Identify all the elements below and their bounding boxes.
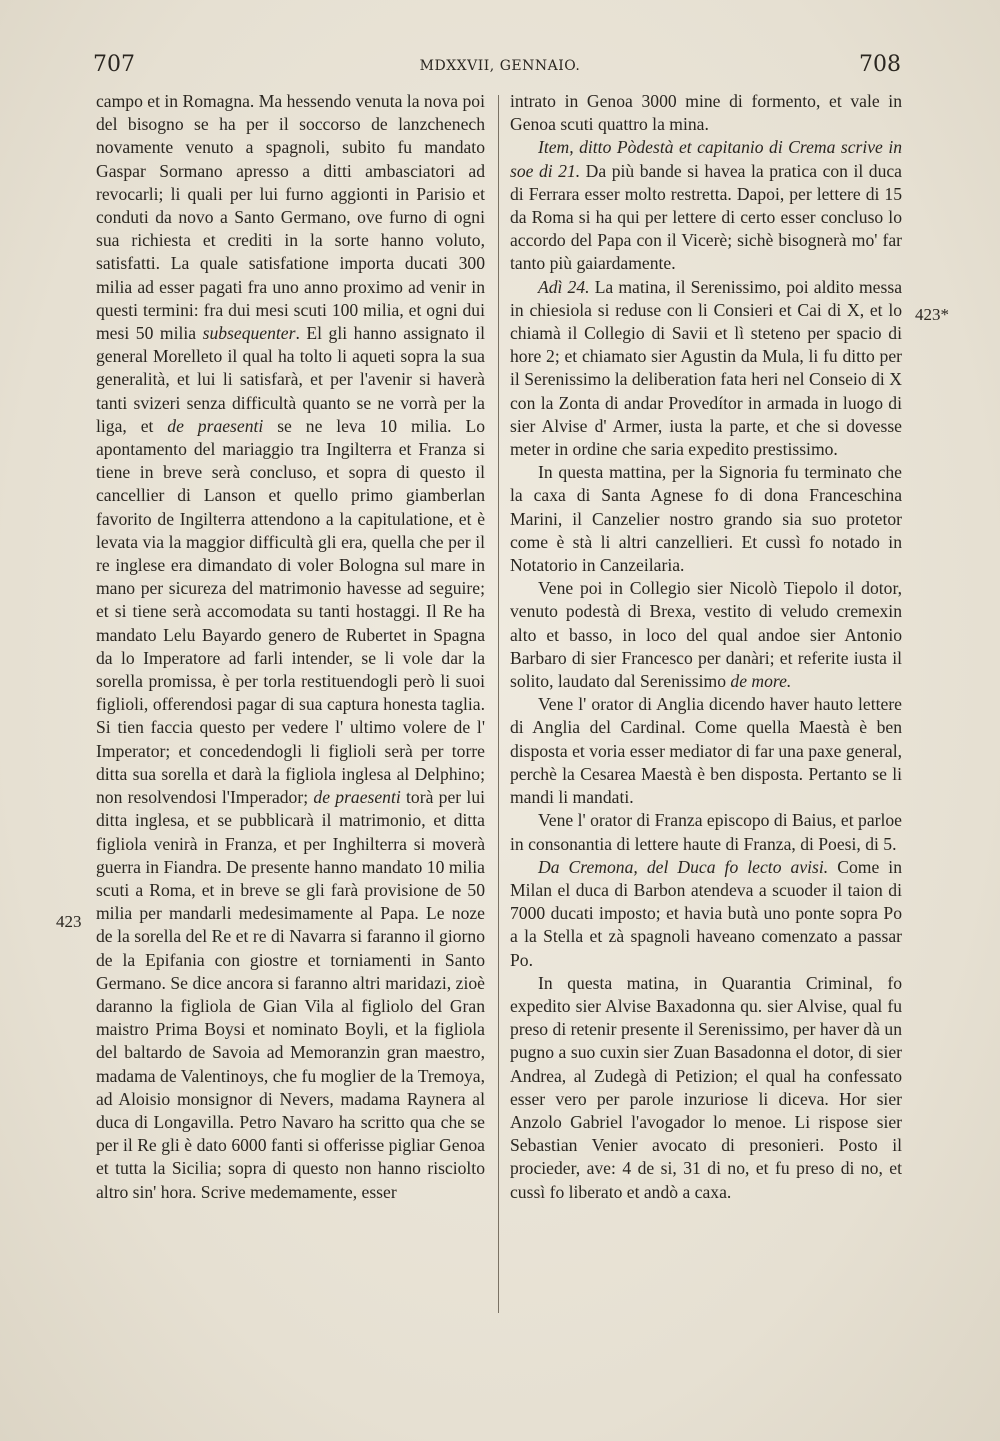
margin-note-left: 423	[56, 912, 82, 931]
left-column-paragraph: campo et in Romagna. Ma hessendo venuta la nova poi del bisogno se ha per il soccorso de lanzchenech novamente venuto a spagnoli, subito fu mandato Gaspar Sormano apresso a ditti ambasciatori ad revocarli; li quali per lui furno aggionti in Parisio et conduti da novo a Santo Germano, ove furno di ogni sua richiesta et crediti in la sorte hanno voluto, satisfatti. La quale satisfatione importa ducati 300 milia ad esser pagati fra uno anno proximo ad venir in questi termini: fra dui mesi scuti 100 milia, et ogni dui mesi 50 milia subsequenter. El gli hanno assignato il general Morelleto il qual ha tolto li aqueti sopra la sua generalità, et lui li satisfarà, et per l'avenir si haverà tanti svizeri senza difficultà quanto se ne vorrà per la liga, et de praesenti se ne leva 10 milia. Lo apontamento del mariaggio tra Ingilterra et Franza si tiene in breve serà concluso, et sopra di questo il cancellier di Lanson et quello primo giamberlan favorito de Ingilterra attendono a la capitulatione, et è levata via la maggior difficultà gli era, quella che per il re inglese era dimandato di voler Bologna sul mare in mano per sicureza del matrimonio havesse ad seguire; et si tiene serà accomodata su tanti hostaggi. Il Re ha mandato Lelu Bayardo genero de Rubertet in Spagna da lo Imperatore ad farli intender, se li vole dar la sorella promissa, è per torla restituendogli però li suoi figlioli, offerendosi pagar di sua captura honesta taglia. Si tien faccia questo per vedere l' ultimo volere de l' Imperator; et concedendogli li figlioli serà per torre ditta sua sorella et darà la figliola inglesa al Delphino; non resolvendosi l'Imperador; de praesenti torà per lui ditta inglesa, et se pubblicarà il matrimonio, et ditta figliola venirà in Franza, et per Inghilterra si moverà guerra in Fiandra. De presente hanno mandato 10 milia scuti a Roma, et in breve se gli farà provisione de 50 milia per mandarli medesimamente al Papa. Le noze de la sorella del Re et re di Navarra si faranno il giorno de la Epifania con giostre et torniamenti in Santo Germano. Se dice ancora si faranno altri maridazi, zioè daranno la figliola de Gian Vila al figliolo del Gran maistro Prima Boysi et nominato Boyli, et la figliola del baltardo de Savoia ad Memoranzin gran maestro, madama de Valentinoys, che fu moglier de la Tremoya, ad Aloisio monsignor di Nevers, madama Raynera al duca di Longavilla. Petro Navaro ha scritto qua che se per il Re gli è dato 6000 fanti si offerisse pigliar Genoa et tutta la Sicilia; sopra di questo non hanno risciolto altro sin' hora. Scrive medemamente, esser	[96, 91, 485, 1202]
paragraph-5: Vene poi in Collegio sier Nicolò Tiepolo il dotor, venuto podestà di Brexa, vestito di veludo cremexin alto et basso, in loco del qual andoe sier Antonio Barbaro di sier Francesco per danàri; et referite iusta il solito, laudato dal Serenissimo de more.	[510, 578, 902, 692]
running-head: MDXXVII, GENNAIO.	[419, 58, 581, 74]
paragraph-3: Adì 24. La matina, il Serenissimo, poi aldito messa in chiesiola si reduse con li Consieri et Cai di X, et lo chiamà il Collegio di Savii et lì steteno per spacio di hore 2; et chiamato sier Agustin da Mula, li fu ditto per il Serenissimo la deliberation fata heri nel Conseio di X con la Zonta di andar Provedítor in armada in luogo di sier Alvise d' Armer, iusta la parte, et che si dovesse meter in ordine che saria expedito prestissimo.	[510, 276, 902, 460]
paragraph-4: In questa mattina, per la Signoria fu terminato che la caxa di Santa Agnese fo di dona Franceschina Marini, il Canzelier nostro grando sia suo protetor come è stà li altri canzellieri. Et cussì fo notado in Notatorio in Canzeilaria.	[510, 462, 902, 576]
right-column	[510, 90, 902, 1325]
left-column	[96, 90, 485, 1325]
margin-note-right: 423*	[915, 305, 949, 324]
paragraph-6: Vene l' orator di Anglia dicendo haver hauto lettere di Anglia del Cardinal. Come quella Maestà è ben disposta et voria esser mediator di far una paxe general, perchè la Cesarea Maestà è ben disposta. Pertanto se li mandi li mandati.	[510, 694, 902, 808]
page-number-left: 707	[93, 52, 135, 77]
italic-heading: Da Cremona, del Duca fo lecto avisi.	[538, 856, 829, 877]
paragraph-8: Da Cremona, del Duca fo lecto avisi. Come in Milan el duca di Barbon atendeva a scuoder il taion di 7000 ducati imposto; et havia butà uno ponte sopra Po a la Stella et zà spagnoli haveano comenzato a passar Po.	[510, 856, 902, 970]
column-divider	[498, 95, 499, 1313]
italic-heading: Adì 24.	[538, 276, 590, 297]
italic-phrase: de praesenti	[313, 787, 401, 808]
italic-phrase: de more.	[730, 671, 792, 692]
italic-phrase: subsequenter	[202, 323, 296, 344]
paragraph-2: Item, ditto Pòdestà et capitanio di Crema scrive in soe di 21. Da più bande si havea la pratica con il duca di Ferrara esser molto restretta. Dapoi, per lettere di 15 da Roma si ha qui per lettere di certo esser concluso lo accordo del Papa con il Vicerè; sichè bisognerà mo' far tanto più gaiardamente.	[510, 137, 902, 274]
italic-heading: Item, ditto Pòdestà et capitanio di Crema scrive in soe di 21.	[510, 137, 902, 181]
page-number-right: 708	[859, 52, 901, 77]
paragraph-1: intrato in Genoa 3000 mine di formento, et vale in Genoa scuti quattro la mina.	[510, 91, 902, 135]
page-header	[0, 52, 1000, 82]
paragraph-7: Vene l' orator di Franza episcopo di Baius, et parloe in consonantia di lettere haute di Franza, di Poesi, di 5.	[510, 810, 902, 854]
paragraph-9: In questa matina, in Quarantia Criminal, fo expedito sier Alvise Baxadonna qu. sier Alvise, qual fu preso di retenir presente il Serenissimo, per haver dà un pugno a suo cuxin sier Zuan Basadonna el dotor, di sier Andrea, al Zudegà di Petizion; el qual ha confessato esser vero per parole inzuriose li diceva. Hor sier Anzolo Gabriel l'avogador lo menoe. Li rispose sier Sebastian Venier avocato di presonieri. Posto il procieder, ave: 4 de si, 31 di no, et fu preso di no, et cussì fo liberato et andò a caxa.	[510, 972, 902, 1202]
italic-phrase: de praesenti	[167, 415, 264, 436]
